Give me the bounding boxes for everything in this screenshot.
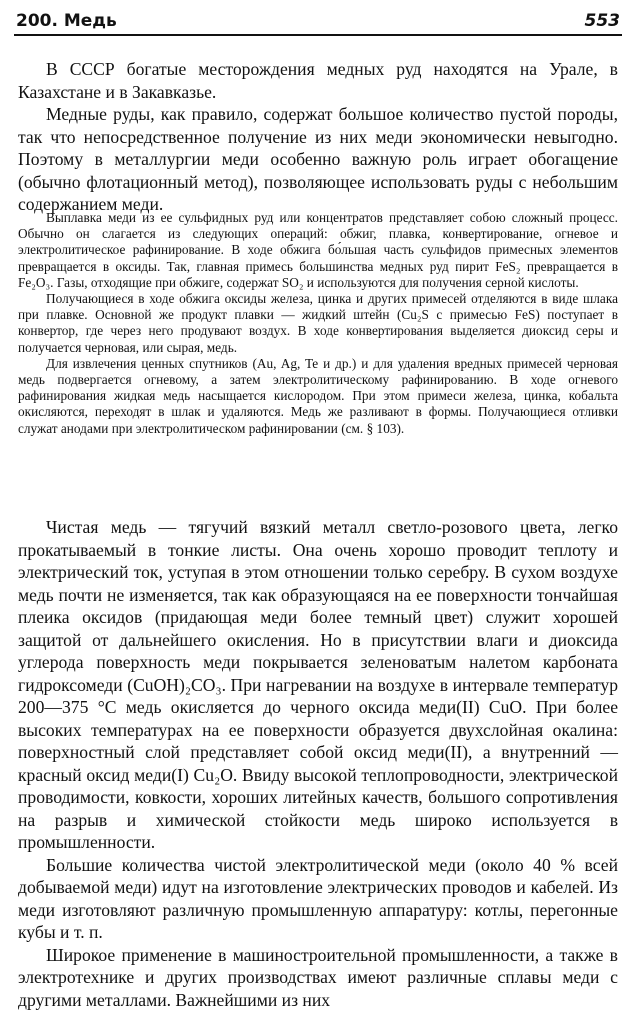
paragraph: В СССР богатые месторождения медных руд находятся на Урале, в Казахстане и в Закавказье.: [18, 58, 618, 103]
section-title: 200. Медь: [16, 11, 117, 31]
page-header: [14, 8, 622, 36]
paragraph: Выплавка меди из ее сульфидных руд или концентратов представляет собою сложный процесс. Обычно он слагается из следующих операций: обжиг, плавка, конвертирование, огневое и электролитическое рафинирование. В ходе обжига бо́льшая часть сульфидов примесных элементов превращается в оксиды. Так, главная примесь большинства медных руд пирит FeS₂ превращается в Fe₂O₃. Газы, отходящие при обжиге, содержат SO₂ и используются для получения серной кислоты.: [18, 210, 618, 291]
main-text: [18, 516, 618, 1011]
paragraph: Медные руды, как правило, содержат большое количество пустой породы, так что непосредственное получение из них меди экономически невыгодно. Поэтому в металлургии меди особенно важную роль играет обогащение (обычно флотационный метод), позволяющее использовать руды с небольшим содержанием меди.: [18, 103, 618, 216]
smallprint-text: [18, 210, 618, 437]
paragraph: Для извлечения ценных спутников (Au, Ag, Te и др.) и для удаления вредных примесей черновая медь подвергается огневому, а затем электролитическому рафинированию. В ходе огневого рафинирования жидкая медь насыщается кислородом. При этом примеси железа, цинка, кобальта окисляются, переходят в шлак и удаляются. Медь же разливают в формы. Получающиеся отливки служат анодами при электролитическом рафинировании (см. § 103).: [18, 356, 618, 437]
paragraph: Широкое применение в машиностроительной промышленности, а также в электротехнике и других производствах имеют различные сплавы меди с другими металлами. Важнейшими из них: [18, 944, 618, 1011]
intro-text: [18, 58, 618, 216]
paragraph: Получающиеся в ходе обжига оксиды железа, цинка и других примесей отделяются в виде шлака при плавке. Основной же продукт плавки — жидкий штейн (Cu₂S с примесью FeS) поступает в конвертор, где через него продувают воздух. В ходе конвертирования выделяется диоксид серы и получается черновая, или сырая, медь.: [18, 291, 618, 356]
page-number: 553: [585, 11, 621, 31]
paragraph: Чистая медь — тягучий вязкий металл светло-розового цвета, легко прокатываемый в тонкие листы. Она очень хорошо проводит теплоту и электрический ток, уступая в этом отношении только серебру. В сухом воздухе медь почти не изменяется, так как образующаяся на ее поверхности тончайшая плеика оксидов (придающая меди более темный цвет) служит хорошей защитой от дальнейшего окисления. Но в присутствии влаги и диоксида углерода поверхность меди покрывается зеленоватым налетом карбоната гидроксомеди (CuOH)₂CO₃. При нагревании на воздухе в интервале температур 200—375 °C медь окисляется до черного оксида меди(II) CuO. При более высоких температурах на ее поверхности образуется двухслойная окалина: поверхностный слой представляет собой оксид меди(II), а внутренний — красный оксид меди(I) Cu₂O. Ввиду высокой теплопроводности, электрической проводимости, ковкости, хороших литейных качеств, большого сопротивления на разрыв и химической стойкости медь широко используется в промышленности.: [18, 516, 618, 854]
paragraph: Большие количества чистой электролитической меди (около 40 % всей добываемой меди) идут на изготовление электрических проводов и кабелей. Из меди изготовляют различную промышленную аппаратуру: котлы, перегонные кубы и т. п.: [18, 854, 618, 944]
